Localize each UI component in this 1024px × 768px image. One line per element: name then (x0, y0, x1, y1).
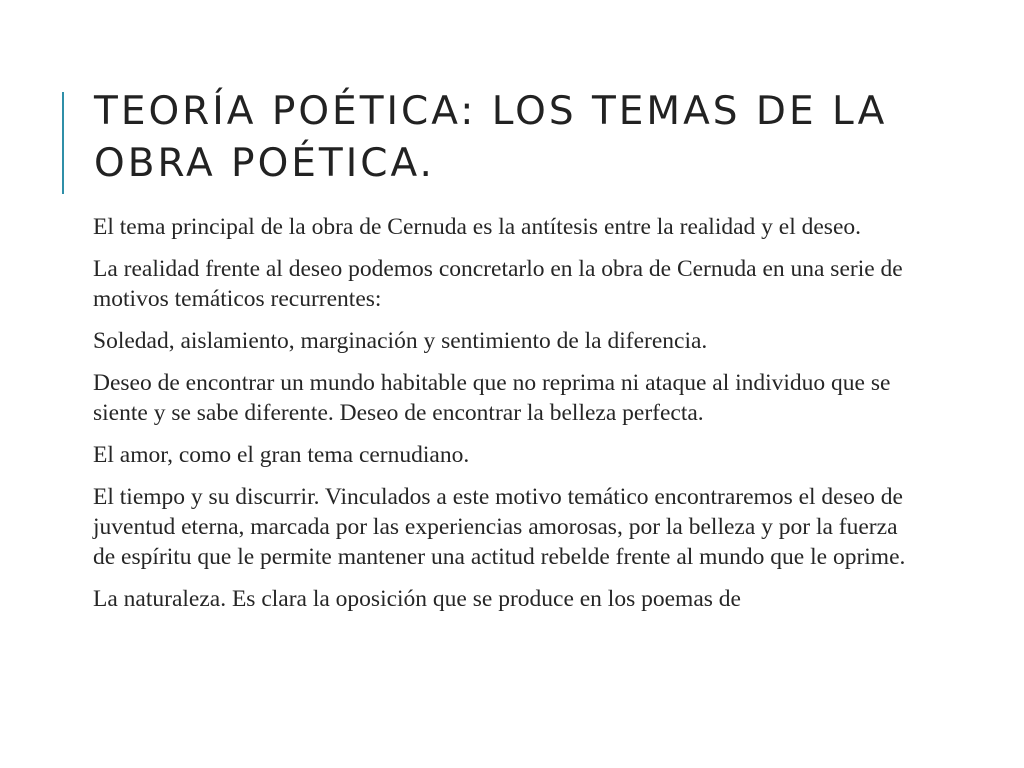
title-line-2: OBRA POÉTICA. (94, 141, 435, 186)
title-accent-bar (62, 92, 64, 194)
title-line-1: TEORÍA POÉTICA: LOS TEMAS DE LA (94, 89, 888, 134)
paragraph-nature: La naturaleza. Es clara la oposición que se produce en los poemas de (93, 586, 741, 612)
paragraph-time: El tiempo y su discurrir. Vinculados a este motivo temático encontraremos el deseo de juventud eterna, marcada por las experiencias amorosas, por la belleza y por la fuerza de espíritu que le permite mantener una actitud rebelde frente al mundo que le oprime. (93, 484, 906, 570)
paragraph-habitable-world: Deseo de encontrar un mundo habitable que no reprima ni ataque al individuo que se siente y se sabe diferente. Deseo de encontrar la belleza perfecta. (93, 370, 891, 426)
paragraph-love: El amor, como el gran tema cernudiano. (93, 442, 470, 468)
slide-body (93, 212, 913, 626)
paragraph-main-theme: El tema principal de la obra de Cernuda es la antítesis entre la realidad y el deseo. (93, 214, 862, 240)
paragraph-reality-desire: La realidad frente al deseo podemos concretarlo en la obra de Cernuda en una serie de motivos temáticos recurrentes: (93, 256, 903, 312)
slide-title (94, 86, 914, 190)
paragraph-solitude: Soledad, aislamiento, marginación y sentimiento de la diferencia. (93, 328, 708, 354)
